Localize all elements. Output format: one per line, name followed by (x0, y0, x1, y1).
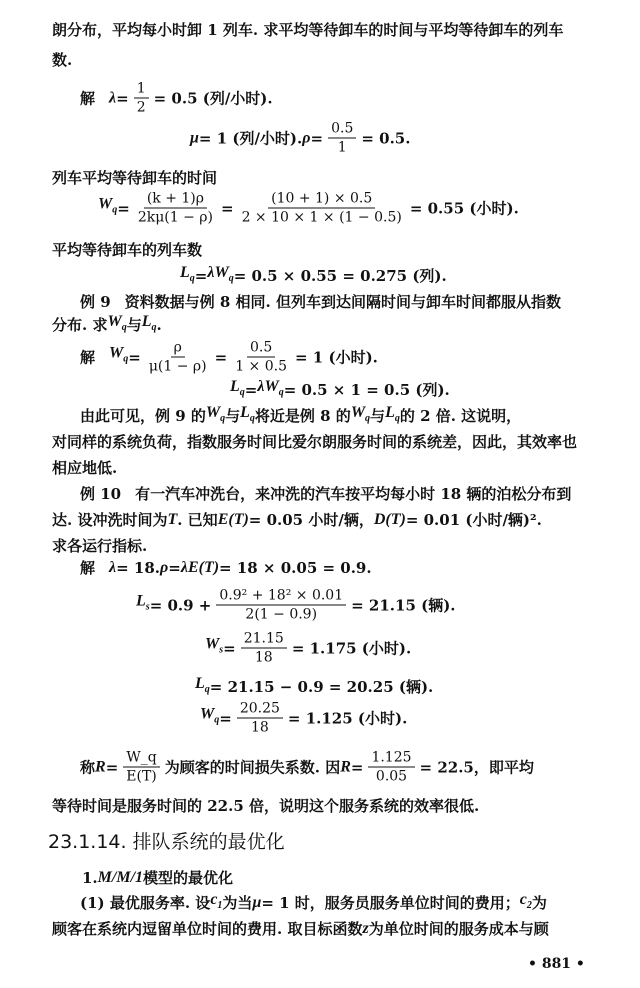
subscript: q (365, 413, 371, 425)
text-run: = (194, 267, 208, 285)
symbol: W (200, 705, 215, 723)
fraction (123, 749, 159, 786)
text-line (52, 240, 202, 260)
text-run: = (244, 381, 258, 399)
text-line (80, 292, 561, 312)
text-run: 求各运行指标. (52, 537, 148, 555)
text-run: . 已知 (177, 511, 218, 529)
math-symbol (180, 263, 195, 289)
subscript: s (219, 645, 224, 657)
numerator: 20.25 (237, 700, 283, 719)
text-run: = 0.05 小时/辆， (248, 511, 374, 529)
text-run: 称 (80, 758, 96, 776)
fraction (239, 190, 405, 227)
math-symbol (98, 195, 117, 221)
subscript: q (189, 273, 195, 285)
text-run: 由此可见，例 9 的 (80, 407, 206, 425)
symbol: λW (257, 377, 279, 395)
symbol: z (362, 920, 369, 937)
symbol: T (167, 511, 178, 528)
fraction (368, 749, 414, 786)
label-bold: 解 (80, 348, 96, 366)
subscript: q (121, 322, 127, 334)
text-run: = 18. (116, 559, 161, 577)
text-run: 朗分布，平均每小时卸 1 列车. 求平均等待卸车的时间与平均等待卸车的列车 (52, 21, 564, 39)
text-line (195, 674, 433, 700)
text-line (52, 796, 479, 816)
math-symbol (200, 705, 219, 731)
text-run: = (116, 89, 129, 107)
text-run: 1. (82, 869, 98, 887)
text-run: = 21.15 − 0.9 = 20.25 (辆). (209, 678, 434, 696)
math-symbol (190, 128, 199, 148)
math-symbol (109, 558, 116, 578)
text-run: = (219, 709, 232, 727)
text-run: 达. 设冲洗时间为 (52, 511, 168, 529)
text-run: = (221, 199, 234, 217)
text-run: = 1.175 (小时). (291, 639, 412, 657)
fraction (216, 587, 346, 624)
symbol: W (350, 403, 366, 421)
text-line (80, 558, 372, 578)
text-run: = 0.55 (小时). (409, 199, 519, 217)
text-run: . (156, 316, 162, 334)
text-line (80, 749, 534, 786)
symbol: L (240, 403, 250, 421)
text-run: 的 2 倍. 这说明， (399, 407, 522, 425)
math-symbol (205, 635, 223, 661)
page-number: • 881 • (528, 956, 585, 972)
math-symbol (240, 403, 255, 429)
symbol: W (205, 635, 220, 653)
text-run: = (350, 758, 364, 776)
text-line (48, 832, 285, 852)
numerator: 1.125 (368, 749, 414, 768)
text-run: 与 (370, 407, 386, 425)
label-bold: 解 (80, 89, 96, 107)
text-run: = (117, 199, 130, 217)
symbol: E(T) (217, 511, 249, 528)
text-run: = 0.01 (小时/辆)². (405, 511, 542, 529)
math-symbol (230, 377, 245, 403)
subscript: s (145, 602, 150, 614)
denominator: E(T) (126, 768, 157, 785)
fraction (146, 339, 210, 376)
symbol: c (210, 890, 218, 908)
subscript: q (151, 322, 157, 334)
text-line (52, 312, 162, 338)
math-symbol (195, 674, 210, 700)
subscript: q (220, 413, 226, 425)
symbol: L (141, 312, 152, 330)
text-run: = 1 (小时). (295, 348, 378, 366)
symbol: L (136, 592, 146, 610)
subscript: q (112, 205, 118, 217)
text-line (205, 630, 411, 667)
text-line (80, 80, 273, 117)
text-line (80, 484, 571, 504)
symbol: R (95, 758, 106, 775)
subscript: q (278, 387, 284, 399)
text-run: 为当 (222, 894, 253, 912)
math-symbol (98, 868, 143, 888)
text-run: = 0.5 × 0.55 = 0.275 (列). (233, 267, 447, 285)
text-run: = 1 时，服务员服务单位时间的费用； (261, 894, 520, 912)
denominator: 1 (337, 139, 347, 156)
subscript: q (214, 715, 220, 727)
numerator: ρ (171, 339, 185, 358)
symbol: λE(T) (180, 559, 220, 576)
subscript: q (123, 354, 129, 366)
denominator: μ(1 − ρ) (148, 358, 207, 375)
text-run: = (105, 758, 119, 776)
subscript: q (204, 684, 210, 696)
symbol: μ (252, 894, 262, 911)
text-run: = (310, 129, 324, 147)
math-symbol (207, 263, 233, 289)
text-run: = 0.5 (列/小时). (153, 89, 273, 107)
math-symbol (210, 890, 222, 916)
text-line (528, 954, 585, 974)
text-line (180, 263, 447, 289)
text-line (230, 377, 450, 403)
subscript: q (394, 413, 400, 425)
text-run: 有一汽车冲洗台，来冲洗的汽车按平均每小时 18 辆的泊松分布到 (135, 485, 572, 503)
numerator: 0.5 (247, 339, 275, 358)
numerator: 1 (134, 80, 149, 99)
math-symbol (252, 893, 261, 913)
symbol: D(T) (373, 511, 406, 528)
text-line (98, 190, 519, 227)
math-symbol (351, 403, 370, 429)
numerator: 0.9² + 18² × 0.01 (216, 587, 346, 606)
math-symbol (181, 558, 219, 578)
fraction (134, 80, 149, 117)
numerator: W_q (123, 749, 159, 768)
text-run: 资料数据与例 8 相同. 但列车到达间隔时间与卸车时间都服从指数 (124, 293, 562, 311)
denominator: 1 × 0.5 (235, 358, 288, 375)
text-run: 为单位时间的服务成本与顾 (368, 920, 549, 938)
text-line (52, 458, 117, 478)
math-symbol (206, 403, 225, 429)
text-run: = (214, 348, 228, 366)
subscript: 2 (526, 900, 532, 912)
math-symbol (109, 88, 116, 108)
text-run: = 0.5 × 1 = 0.5 (列). (283, 381, 450, 399)
text-run: (1) 最优服务率. 设 (80, 894, 211, 912)
text-run: 分布. 求 (52, 316, 108, 334)
subscript: 1 (217, 900, 223, 912)
text-run: 为 (531, 894, 547, 912)
numerator: (k + 1)ρ (144, 190, 207, 209)
symbol: L (195, 674, 205, 692)
text-run: = 0.9 + (149, 596, 212, 614)
text-run: = 1.125 (小时). (287, 709, 408, 727)
symbol: L (230, 377, 240, 395)
denominator: 2(1 − 0.9) (245, 606, 318, 623)
text-line (136, 587, 456, 624)
text-run: 与 (126, 316, 142, 334)
text-run: 列车平均等待卸车的时间 (52, 169, 218, 187)
text-line (200, 700, 407, 737)
symbol: W (98, 195, 113, 213)
symbol: λ (109, 559, 117, 576)
subscript: q (249, 413, 255, 425)
text-run: = (168, 559, 181, 577)
text-line (82, 868, 233, 888)
text-run: = 1 (列/小时). (198, 129, 303, 147)
text-run: 将近是例 8 的 (254, 407, 351, 425)
label-bold: 例 10 (80, 485, 122, 503)
fraction (328, 120, 356, 157)
text-run: 相应地低. (52, 459, 118, 477)
math-symbol (257, 377, 283, 403)
math-symbol (385, 403, 400, 429)
numerator: (10 + 1) × 0.5 (268, 190, 375, 209)
math-symbol (167, 510, 177, 530)
fraction (241, 630, 287, 667)
symbol: λW (207, 263, 229, 281)
math-symbol (520, 890, 532, 916)
math-symbol (340, 757, 351, 777)
symbol: c (519, 890, 527, 908)
text-line (80, 890, 547, 916)
denominator: 2 (136, 99, 146, 116)
text-line (80, 403, 521, 429)
math-symbol (142, 312, 157, 338)
text-run: = 0.5. (361, 129, 411, 147)
text-line (52, 20, 563, 40)
text-run: = (223, 639, 236, 657)
text-run: = 21.15 (辆). (351, 596, 456, 614)
math-symbol (107, 312, 126, 338)
section-heading: 23.1.14. 排队系统的最优化 (48, 831, 285, 853)
subscript: q (228, 273, 234, 285)
text-run: 顾客在系统内逗留单位时间的费用. 取目标函数 (52, 920, 363, 938)
label-bold: 解 (80, 559, 96, 577)
text-run: = (128, 348, 141, 366)
text-run: 数. (52, 51, 73, 69)
symbol: W (205, 403, 221, 421)
text-line (52, 432, 577, 452)
text-run: 对同样的系统负荷，指数服务时间比爱尔朗服务时间的系统差，因此，其效率也 (52, 433, 578, 451)
text-line (52, 919, 549, 939)
symbol: R (340, 758, 351, 775)
symbol: W (109, 344, 124, 362)
fraction (237, 700, 283, 737)
denominator: 18 (254, 649, 273, 666)
symbol: M/M/1 (97, 869, 144, 886)
denominator: 2 × 10 × 1 × (1 − 0.5) (241, 209, 402, 226)
math-symbol (160, 558, 168, 578)
denominator: 2kμ(1 − ρ) (137, 209, 213, 226)
math-symbol (136, 592, 150, 618)
text-run: 平均等待卸车的列车数 (52, 241, 203, 259)
subscript: q (239, 387, 245, 399)
text-line (52, 50, 72, 70)
numerator: 21.15 (241, 630, 287, 649)
math-symbol (218, 510, 249, 530)
text-line (52, 536, 147, 556)
text-run: 等待时间是服务时间的 22.5 倍，说明这个服务系统的效率很低. (52, 797, 480, 815)
text-line (190, 120, 410, 157)
symbol: μ (190, 129, 199, 146)
math-symbol (95, 757, 106, 777)
symbol: W (107, 312, 122, 330)
fraction (135, 190, 216, 227)
denominator: 18 (250, 719, 269, 736)
numerator: 0.5 (328, 120, 356, 139)
text-run: = 22.5，即平均 (419, 758, 534, 776)
symbol: ρ (160, 559, 169, 576)
text-line (52, 510, 542, 530)
math-symbol (374, 510, 406, 530)
symbol: λ (109, 89, 117, 106)
text-line (80, 339, 378, 376)
text-run: 模型的最优化 (143, 869, 234, 887)
symbol: ρ (302, 129, 311, 146)
text-run: 为顾客的时间损失系数. 因 (164, 758, 341, 776)
label-bold: 例 9 (80, 293, 111, 311)
text-run: = 18 × 0.05 = 0.9. (219, 559, 372, 577)
symbol: L (180, 263, 190, 281)
text-run: 与 (225, 407, 241, 425)
fraction (232, 339, 290, 376)
symbol: L (385, 403, 395, 421)
math-symbol (302, 128, 310, 148)
math-symbol (109, 344, 128, 370)
text-line (52, 168, 217, 188)
denominator: 0.05 (375, 768, 408, 785)
